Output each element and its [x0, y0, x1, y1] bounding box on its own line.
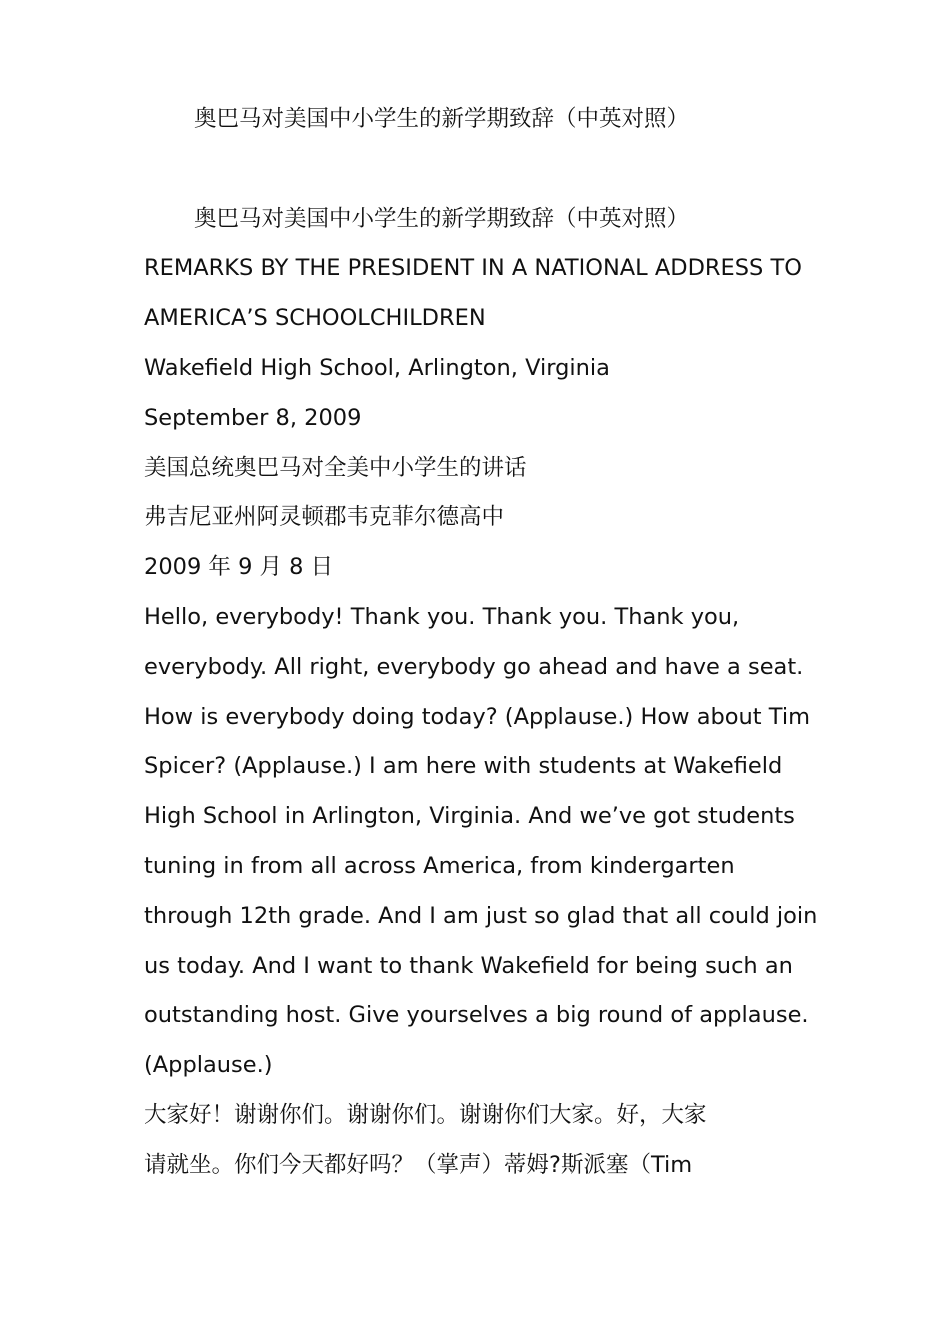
paragraph-en-line: How is everybody doing today? (Applause.) How about Tim	[144, 703, 811, 730]
paragraph-en-line: outstanding host. Give yourselves a big round of applause.	[144, 1002, 809, 1029]
document-subtitle: 奥巴马对美国中小学生的新学期致辞（中英对照）	[194, 205, 690, 232]
paragraph-zh-line: 大家好！谢谢你们。谢谢你们。谢谢你们大家。好，大家	[144, 1101, 707, 1128]
paragraph-en-line: Spicer? (Applause.) I am here with students at Wakefield	[144, 753, 783, 780]
heading-zh: 美国总统奥巴马对全美中小学生的讲话	[144, 454, 527, 481]
date-zh: 2009 年 9 月 8 日	[144, 554, 334, 581]
location-zh: 弗吉尼亚州阿灵顿郡韦克菲尔德高中	[144, 504, 505, 531]
heading-en-line: REMARKS BY THE PRESIDENT IN A NATIONAL ADDRESS TO	[144, 255, 802, 282]
blank-line	[144, 145, 809, 195]
paragraph-zh-line: 请就坐。你们今天都好吗？（掌声）蒂姆?斯派塞（Tim	[144, 1151, 693, 1178]
paragraph-en-line: us today. And I want to thank Wakefield for being such an	[144, 952, 793, 979]
heading-en-line: AMERICA’S SCHOOLCHILDREN	[144, 305, 486, 332]
date-en: September 8, 2009	[144, 404, 362, 431]
paragraph-en-line: Hello, everybody! Thank you. Thank you. Thank you,	[144, 603, 740, 630]
paragraph-en-line: through 12th grade. And I am just so glad that all could join	[144, 902, 818, 929]
location-en: Wakefield High School, Arlington, Virginia	[144, 354, 610, 381]
document-body	[144, 95, 818, 1191]
paragraph-en-line: High School in Arlington, Virginia. And we’ve got students	[144, 803, 795, 830]
document-title: 奥巴马对美国中小学生的新学期致辞（中英对照）	[194, 106, 690, 132]
paragraph-en-line: (Applause.)	[144, 1052, 273, 1079]
paragraph-en-line: everybody. All right, everybody go ahead and have a seat.	[144, 653, 804, 680]
paragraph-en-line: tuning in from all across America, from kindergarten	[144, 852, 735, 879]
